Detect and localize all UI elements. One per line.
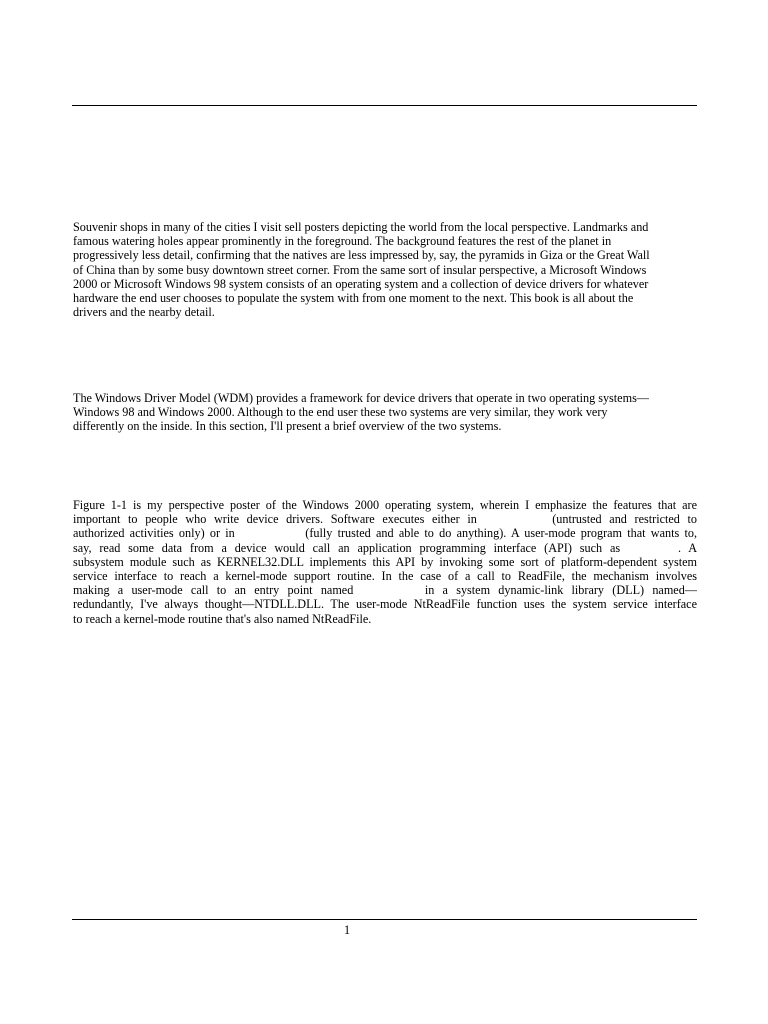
text-segment: . A xyxy=(677,540,697,555)
text-line: hardware the end user chooses to populate the system with from one moment to the next. This book is all about the xyxy=(73,291,634,306)
text-line: differently on the inside. In this section, I'll present a brief overview of the two systems. xyxy=(73,419,502,434)
text-line: progressively less detail, confirming that the natives are less impressed by, say, the pyramids in Giza or the Great Wall xyxy=(73,248,650,263)
header-rule xyxy=(72,105,697,106)
text-line xyxy=(73,583,697,597)
text-line: subsystem module such as KERNEL32.DLL implements this API by invoking some sort of platform-dependent system xyxy=(73,554,697,569)
text-line: drivers and the nearby detail. xyxy=(73,305,215,320)
text-segment: in a system dynamic-link library (DLL) named— xyxy=(424,583,697,598)
footer-rule xyxy=(72,919,697,920)
text-segment: say, read some data from a device would call an application programming interface (API) such as xyxy=(73,540,621,555)
text-segment: authorized activities only) or in xyxy=(73,526,235,541)
text-segment: making a user-mode call to an entry point named xyxy=(73,583,354,598)
text-line: to reach a kernel-mode routine that's also named NtReadFile. xyxy=(73,611,372,626)
text-line xyxy=(73,512,697,526)
text-line xyxy=(73,541,697,555)
text-segment: important to people who write device drivers. Software executes either in xyxy=(73,512,477,527)
text-line: The Windows Driver Model (WDM) provides a framework for device drivers that operate in two operating systems— xyxy=(73,391,649,405)
text-line: service interface to reach a kernel-mode support routine. In the case of a call to ReadFile, the mechanism involves xyxy=(73,569,697,584)
text-line xyxy=(73,526,697,540)
text-line: famous watering holes appear prominently in the foreground. The background features the rest of the planet in xyxy=(73,234,612,249)
text-line: 2000 or Microsoft Windows 98 system consists of an operating system and a collection of device drivers for whatever xyxy=(73,276,649,291)
text-segment: (fully trusted and able to do anything). A user-mode program that wants to, xyxy=(305,526,697,541)
paragraph-wdm-overview xyxy=(73,391,697,434)
page-number: 1 xyxy=(343,923,351,937)
paragraph-windows-2000 xyxy=(73,498,697,626)
text-segment: (untrusted and restricted to xyxy=(552,512,698,527)
text-line: of China than by some busy downtown street corner. From the same sort of insular perspective, a Microsoft Windows xyxy=(73,262,647,277)
text-line: Windows 98 and Windows 2000. Although to the end user these two systems are very similar, they work very xyxy=(73,405,608,420)
text-line: Figure 1-1 is my perspective poster of the Windows 2000 operating system, wherein I emphasize the features that are xyxy=(73,498,697,512)
text-line: Souvenir shops in many of the cities I visit sell posters depicting the world from the local perspective. Landmarks and xyxy=(73,220,649,234)
text-line: redundantly, I've always thought—NTDLL.DLL. The user-mode NtReadFile function uses the system service interface xyxy=(73,597,697,612)
paragraph-intro xyxy=(73,220,697,319)
